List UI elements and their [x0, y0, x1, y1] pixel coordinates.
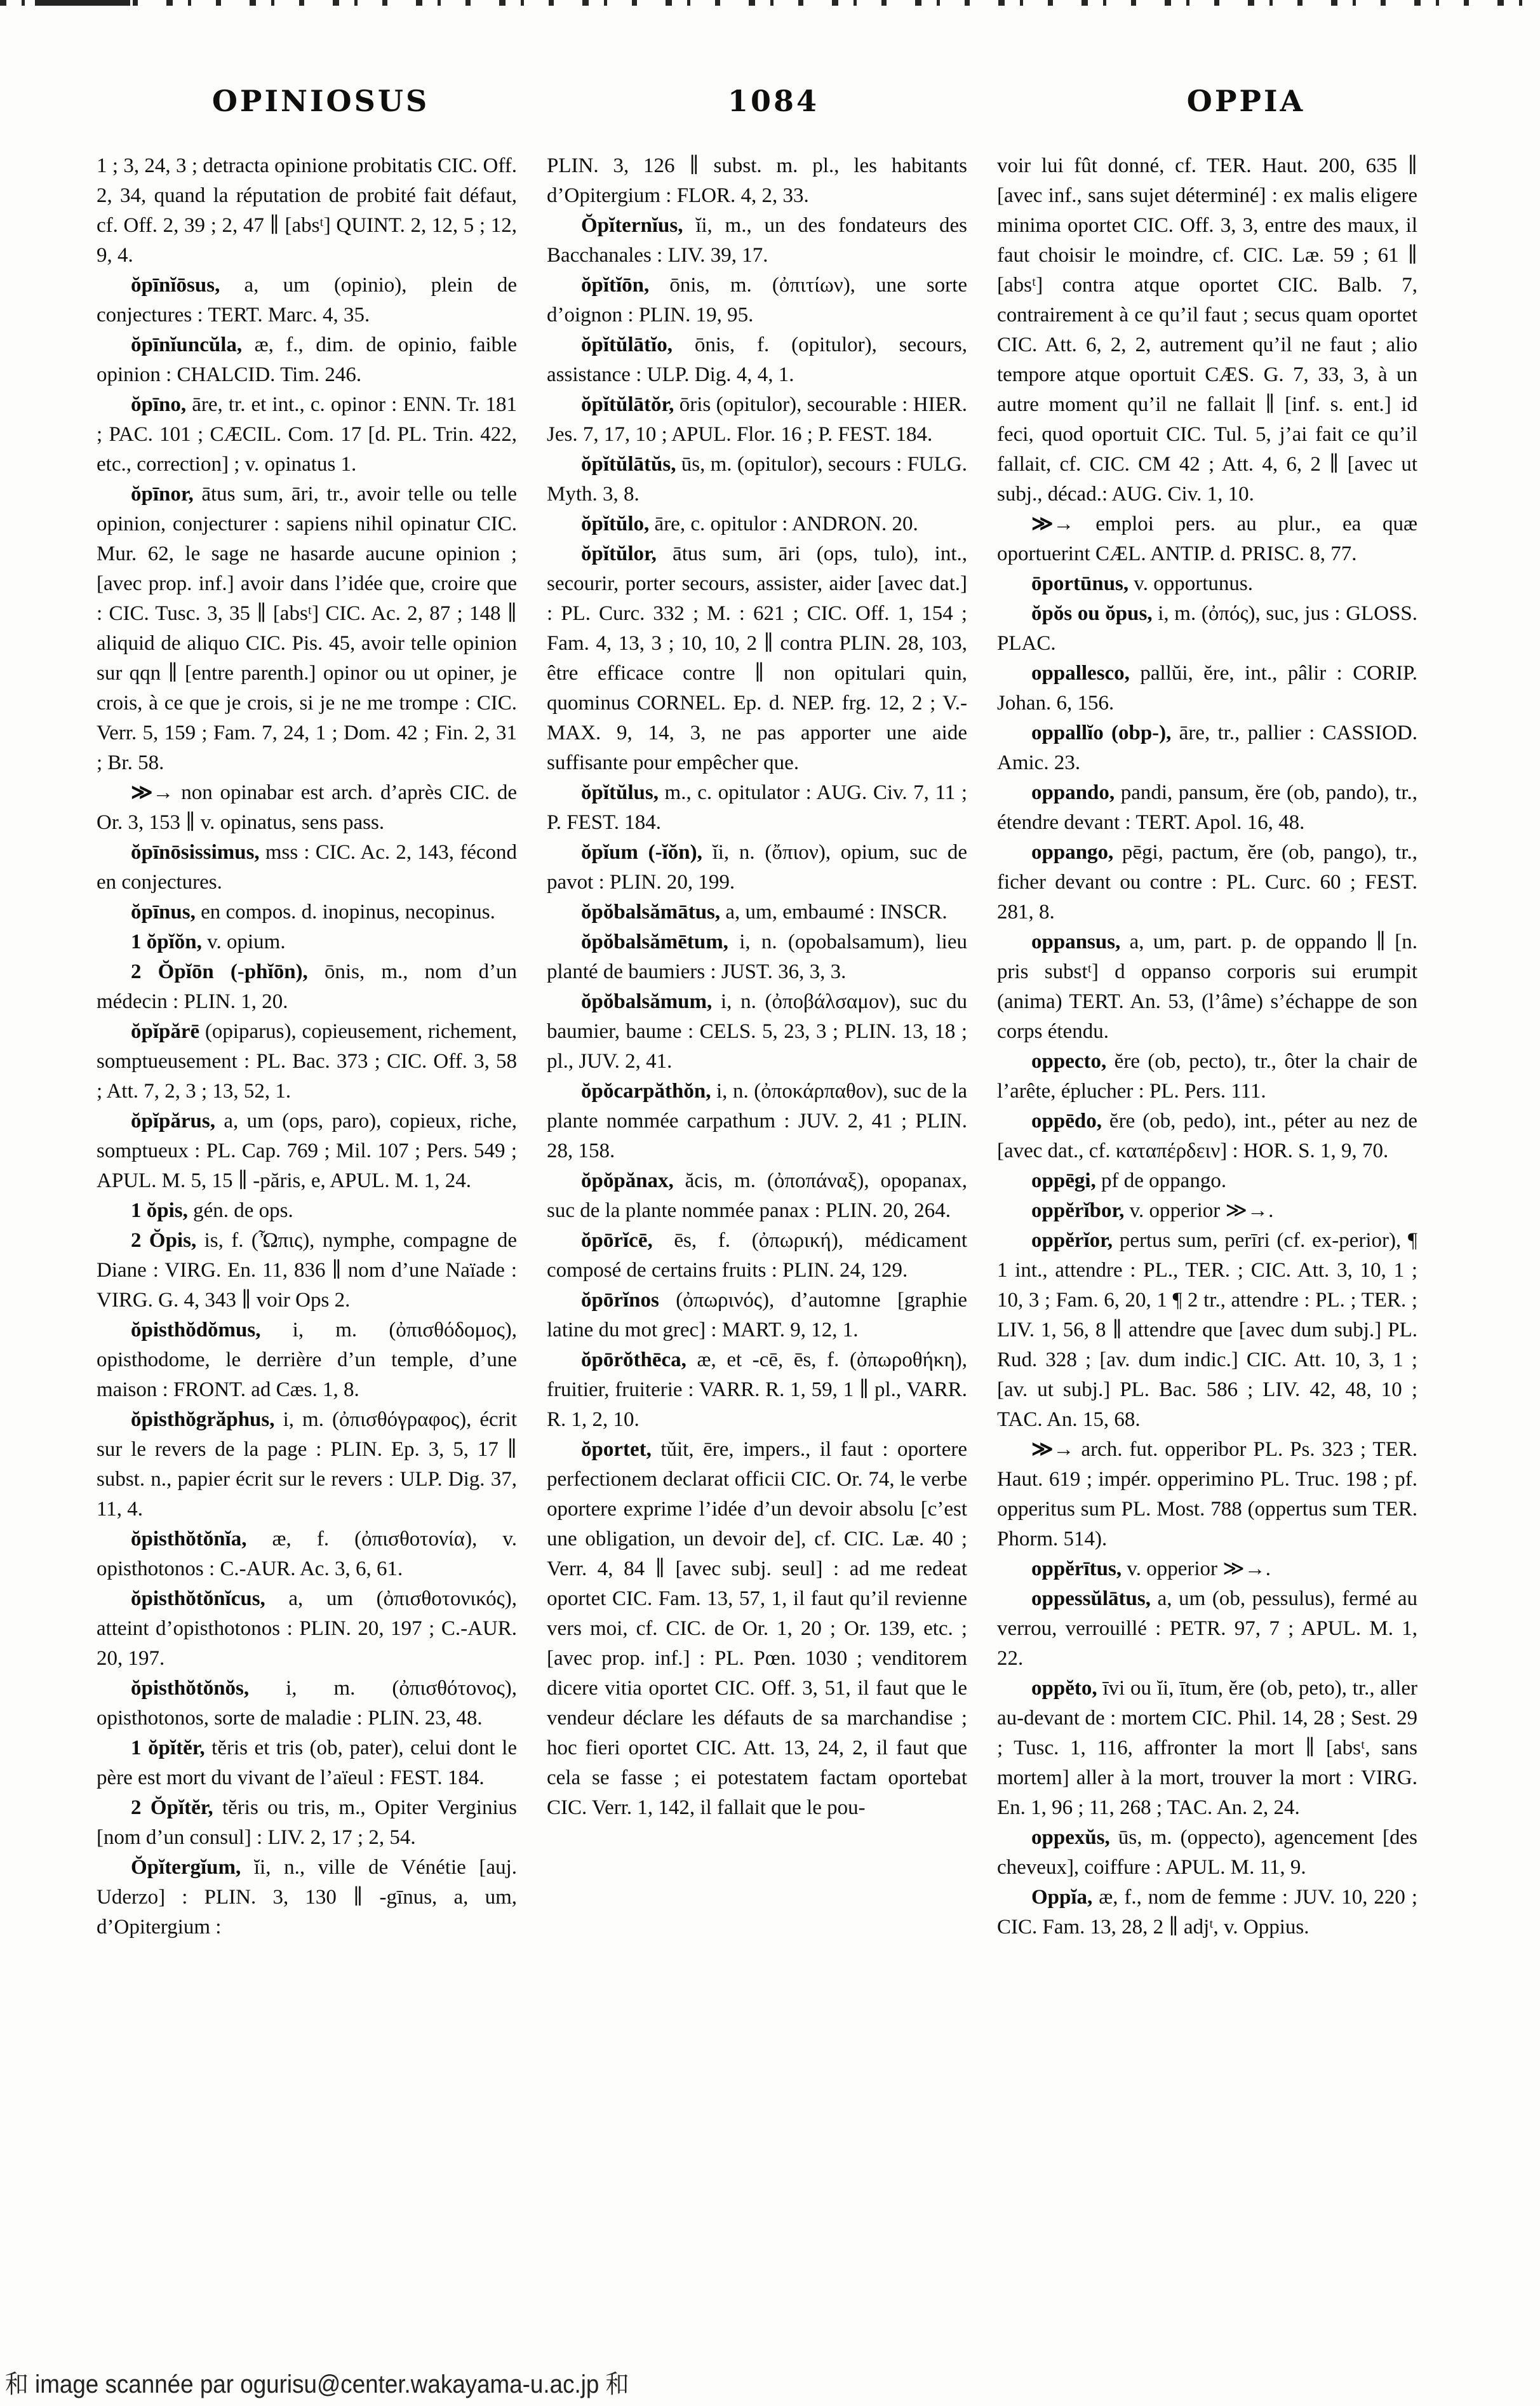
text-column-2 [547, 151, 967, 2368]
entry-paragraph [547, 838, 967, 897]
entry-text: tĕris ou tris, m., Opiter Verginius [nom d’un consul] : LIV. 2, 17 ; 2, 54. [97, 1796, 517, 1849]
entry-text: i, n. (ὀποβάλσαμον), suc du baumier, baume : CELS. 5, 23, 3 ; PLIN. 13, 18 ; pl., JUV. 2, 41. [547, 990, 967, 1073]
entry-text: (opiparus), copieusement, richement, somptueusement : PL. Bac. 373 ; CIC. Off. 3, 58 ; Att. 7, 2, 3 ; 13, 52, 1. [97, 1020, 517, 1103]
entry-text: v. opperior ≫→. [1122, 1557, 1271, 1580]
headword: ŏpisthŏtŏnĭa, [131, 1528, 247, 1550]
entry-paragraph [97, 1196, 517, 1226]
entry-text: ūs, m. (opitulor), secours : FULG. Myth. 3, 8. [547, 453, 967, 506]
headword: 2 Ŏpĭtĕr, [131, 1796, 213, 1819]
entry-paragraph [547, 450, 967, 509]
headword: ŏpĭtĭōn, [581, 274, 650, 297]
entry-paragraph [997, 1196, 1417, 1226]
entry-paragraph [547, 539, 967, 778]
headword: oppĕrītus, [1031, 1557, 1122, 1580]
headword: ŏpīnĭuncŭla, [131, 333, 243, 356]
entry-paragraph [97, 927, 517, 957]
headword: ŏpĭtŭlus, [581, 781, 659, 804]
entry-text: āre, tr. et int., c. opinor : ENN. Tr. 181 ; PAC. 101 ; CÆCIL. Com. 17 [d. PL. Trin. 422, etc., correction] ; v. opinatus 1. [97, 393, 517, 476]
entry-paragraph [97, 1853, 517, 1942]
entry-text: i, m. (ὀπισθόγραφος), écrit sur le revers de la page : PLIN. Ep. 3, 5, 17 ∥ subst. n., papier écrit sur le revers : ULP. Dig. 37, 11, 4. [97, 1408, 517, 1521]
entry-paragraph [547, 1286, 967, 1345]
entry-text: ĭi, n., ville de Vénétie [auj. Uderzo] : PLIN. 3, 130 ∥ -gīnus, a, um, d’Opitergium : [97, 1856, 517, 1939]
running-head-left: OPINIOSUS [211, 84, 430, 118]
entry-text: pertus sum, perīri (cf. ex-perior), ¶ 1 int., attendre : PL., TER. ; CIC. Att. 3, 10, 1 ; 10, 3 ; Fam. 6, 20, 1 ¶ 2 tr., attendre : PL. ; TER. ; LIV. 1, 56, 8 ∥ attendre que [avec dum subj.] PL. Rud. 328 ; [av. dum indic.] CIC. Att. 10, 3, 1 ; [av. ut subj.] PL. Bac. 586 ; LIV. 42, 48, 10 ; TAC. An. 15, 68. [997, 1229, 1417, 1431]
entry-text: PLIN. 3, 126 ∥ subst. m. pl., les habitants d’Opitergium : FLOR. 4, 2, 33. [547, 154, 967, 207]
entry-paragraph [547, 271, 967, 330]
entry-text: gén. de ops. [187, 1199, 293, 1222]
entry-paragraph [97, 1106, 517, 1196]
entry-paragraph [97, 480, 517, 778]
entry-paragraph [997, 1674, 1417, 1823]
scan-artifact-top-edge [0, 0, 1540, 6]
headword: ŏpŏbalsămātus, [581, 901, 721, 924]
entry-paragraph [97, 390, 517, 480]
entry-paragraph [547, 897, 967, 927]
headword: ≫→ [1031, 513, 1075, 535]
headword: ŏpŏbalsămētum, [581, 931, 728, 953]
entry-text: pf de oppango. [1095, 1169, 1227, 1192]
entry-paragraph [997, 838, 1417, 927]
headword: ŏpīnus, [131, 901, 196, 924]
entry-text: æ, f., nom de femme : JUV. 10, 220 ; CIC. Fam. 13, 28, 2 ∥ adjᵗ, v. Oppius. [997, 1886, 1417, 1939]
headword: ≫→ [131, 781, 174, 804]
entry-paragraph [997, 1047, 1417, 1106]
entry-paragraph [547, 1435, 967, 1823]
headword: 1 ŏpis, [131, 1199, 188, 1222]
entry-paragraph [997, 659, 1417, 718]
entry-text: ĕre (ob, pedo), int., péter au nez de [avec dat., cf. καταπέρδειν] : HOR. S. 1, 9, 70. [997, 1110, 1417, 1162]
entry-paragraph [547, 927, 967, 987]
entry-text: emploi pers. au plur., ea quæ oportuerint CÆL. ANTIP. d. PRISC. 8, 77. [997, 513, 1417, 565]
entry-text: v. opperior ≫→. [1124, 1199, 1274, 1222]
entry-paragraph [547, 1166, 967, 1226]
entry-paragraph [997, 718, 1417, 778]
text-column-3 [997, 151, 1417, 2368]
entry-paragraph [97, 1405, 517, 1524]
entry-text: i, m. (ὀπισθότονος), opisthotonos, sorte de maladie : PLIN. 23, 48. [97, 1677, 517, 1730]
headword: ŏpisthŏtŏnĭcus, [131, 1587, 265, 1610]
entry-paragraph [97, 1733, 517, 1793]
entry-text: ăcis, m. (ὀποπάναξ), opopanax, suc de la plante nommée panax : PLIN. 20, 264. [547, 1169, 967, 1222]
headword: ŏpŏs ou ŏpus, [1031, 602, 1153, 625]
headword: Oppĭa, [1031, 1886, 1093, 1909]
entry-text: ātus sum, āri, tr., avoir telle ou telle opinion, conjecturer : sapiens nihil opinatur CIC. Mur. 62, le sage ne hasarde aucune opinion ; [avec prop. inf.] avoir dans l’idée que, croire que : CIC. Tusc. 3, 35 ∥ [absᵗ] CIC. Ac. 2, 87 ; 148 ∥ aliquid de aliquo CIC. Pis. 45, avoir telle opinion sur qqn ∥ [entre parenth.] opinor ou ut opiner, je crois, à ce que je crois, si je ne me trompe : CIC. Verr. 5, 159 ; Fam. 7, 24, 1 ; Dom. 42 ; Fin. 2, 31 ; Br. 58. [97, 483, 517, 774]
entry-paragraph [97, 778, 517, 838]
headword: Ŏpĭternĭus, [581, 214, 683, 237]
entry-text: a, um, embaumé : INSCR. [720, 901, 947, 924]
entry-paragraph [547, 509, 967, 539]
entry-paragraph [97, 957, 517, 1017]
page-number: 1084 [727, 84, 820, 118]
entry-paragraph [547, 987, 967, 1077]
headword: oppallesco, [1031, 662, 1130, 685]
entry-text: āre, c. opitulor : ANDRON. 20. [649, 513, 918, 535]
headword: 1 ŏpĭŏn, [131, 931, 202, 953]
entry-paragraph [97, 1226, 517, 1315]
entry-paragraph [97, 1315, 517, 1405]
entry-text: a, um, part. p. de oppando ∥ [n. pris substᵗ] d oppanso corporis sui erumpit (anima) TERT. An. 53, (l’âme) s’échappe de son corps étendu. [997, 931, 1417, 1043]
entry-text: a, um (ob, pessulus), fermé au verrou, verrouillé : PETR. 97, 7 ; APUL. M. 1, 22. [997, 1587, 1417, 1670]
entry-paragraph [547, 211, 967, 271]
entry-text: (ὀπωρινός), d’automne [graphie latine du mot grec] : MART. 9, 12, 1. [547, 1289, 967, 1341]
entry-paragraph [547, 151, 967, 211]
entry-text: i, m. (ὀπισθόδομος), opisthodome, le derrière d’un temple, d’une maison : FRONT. ad Cæs. 1, 8. [97, 1319, 517, 1401]
entry-text: pēgi, pactum, ĕre (ob, pango), tr., ficher devant ou contre : PL. Curc. 60 ; FEST. 281, 8. [997, 841, 1417, 924]
entry-text: æ, f. (ὀπισθοτονία), v. opisthotonos : C.-AUR. Ac. 3, 6, 61. [97, 1528, 517, 1580]
entry-text: m., c. opitulator : AUG. Civ. 7, 11 ; P. FEST. 184. [547, 781, 967, 834]
entry-paragraph [997, 509, 1417, 569]
entry-text: tŭit, ēre, impers., il faut : oportere perfectionem declarat officii CIC. Or. 74, le verbe oportere exprime l’idée d’un devoir absolu [c’est une obligation, un devoir de], cf. CIC. Læ. 40 ; Verr. 4, 84 ∥ [avec subj. seul] : ad me redeat oportet CIC. Fam. 13, 57, 1, il faut qu’il revienne vers moi, cf. CIC. de Or. 1, 20 ; Or. 139, etc. ; [avec prop. inf.] : PL. Pœn. 1030 ; venditorem dicere vitia oportet CIC. Off. 3, 51, il faut que le vendeur déclare les défauts de sa marchandise ; hoc fieri oportet CIC. Att. 13, 24, 2, il faut que cela se fasse ; ei potestatem factam oportebat CIC. Verr. 1, 142, il fallait que le pou- [547, 1438, 967, 1819]
entry-paragraph [97, 1584, 517, 1674]
entry-paragraph [997, 927, 1417, 1047]
entry-text: voir lui fût donné, cf. TER. Haut. 200, 635 ∥ [avec inf., sans sujet déterminé] : ex malis eligere minima oportet CIC. Off. 3, 3, entre des maux, il faut choisir le moindre, cf. CIC. Læ. 59 ; 61 ∥ [absᵗ] contra atque oportet CIC. Balb. 7, contrairement à ce qu’il faut ; secus quam oportet CIC. Att. 6, 2, 2, autrement qu’il ne faut ; alio tempore atque oportuit CÆS. G. 7, 33, 3, à un autre moment qu’il ne fallait ∥ [inf. s. ent.] id feci, quod oportuit CIC. Tul. 5, j’ai fait ce qu’il fallait, cf. CIC. CM 42 ; Att. 4, 6, 2 ∥ [avec ut subj., décad.: AUG. Civ. 1, 10. [997, 154, 1417, 506]
entry-paragraph [547, 390, 967, 450]
headword: ŏpĭtŭlo, [581, 513, 650, 535]
headword: ŏpŏcarpăthŏn, [581, 1080, 711, 1103]
entry-text: v. opium. [201, 931, 286, 953]
headword: ŏpĭtŭlātĭo, [581, 333, 673, 356]
headword: ŏpĭtŭlātŏr, [581, 393, 674, 416]
headword: ŏpisthŏgrăphus, [131, 1408, 275, 1431]
entry-paragraph [997, 569, 1417, 599]
entry-text: ōris (opitulor), secourable : HIER. Jes. 7, 17, 10 ; APUL. Flor. 16 ; P. FEST. 184. [547, 393, 967, 446]
entry-paragraph [997, 1106, 1417, 1166]
entry-paragraph [97, 1524, 517, 1584]
entry-text: a, um (opinio), plein de conjectures : TERT. Marc. 4, 35. [97, 274, 517, 326]
entry-paragraph [547, 778, 967, 838]
entry-paragraph [997, 151, 1417, 509]
entry-paragraph [97, 271, 517, 330]
entry-text: æ, et -cē, ēs, f. (ὀπωροθήκη), fruitier, fruiterie : VARR. R. 1, 59, 1 ∥ pl., VARR. R. 1, 2, 10. [547, 1348, 967, 1431]
entry-text: pallŭi, ĕre, int., pâlir : CORIP. Johan. 6, 156. [997, 662, 1417, 715]
entry-paragraph [97, 1674, 517, 1733]
entry-text: ĭi, n. (ὄπιον), opium, suc de pavot : PLIN. 20, 199. [547, 841, 967, 894]
headword: ≫→ [1031, 1438, 1075, 1461]
entry-paragraph [97, 1793, 517, 1853]
entry-paragraph [997, 1883, 1417, 1942]
entry-paragraph [97, 1017, 517, 1106]
entry-text: i, n. (ὀποκάρπαθον), suc de la plante nommée carpathum : JUV. 2, 41 ; PLIN. 28, 158. [547, 1080, 967, 1162]
headword: oppĕrĭbor, [1031, 1199, 1125, 1222]
entry-text: ōnis, m., nom d’un médecin : PLIN. 1, 20. [97, 960, 517, 1013]
headword: oppĕrĭor, [1031, 1229, 1113, 1252]
entry-text: ēs, f. (ὀπωρική), médicament composé de certains fruits : PLIN. 24, 129. [547, 1229, 967, 1282]
entry-paragraph [997, 1823, 1417, 1883]
headword: oppexŭs, [1031, 1826, 1110, 1849]
entry-text: is, f. (Ὦπις), nymphe, compagne de Diane : VIRG. En. 11, 836 ∥ nom d’une Naïade : VIRG. G. 4, 343 ∥ voir Ops 2. [97, 1229, 517, 1312]
entry-paragraph [547, 330, 967, 390]
entry-paragraph [997, 778, 1417, 838]
entry-text: ātus sum, āri (ops, tulo), int., secourir, porter secours, assister, aider [avec dat.] : PL. Curc. 332 ; M. : 621 ; CIC. Off. 1, 154 ; Fam. 4, 13, 3 ; 10, 10, 2 ∥ contra PLIN. 28, 103, être efficace contre ∥ non opitulari quin, quominus CORNEL. Ep. d. NEP. frg. 12, 2 ; V.-MAX. 9, 14, 3, ne pas apporter une aide suffisante pour empêcher que. [547, 542, 967, 774]
entry-text: en compos. d. inopinus, necopinus. [195, 901, 495, 924]
entry-paragraph [97, 897, 517, 927]
headword: oppessŭlātus, [1031, 1587, 1151, 1610]
headword: 2 Ŏpĭōn (-phĭōn), [131, 960, 308, 983]
headword: ŏpŏbalsămum, [581, 990, 713, 1013]
entry-text: arch. fut. opperibor PL. Ps. 323 ; TER. Haut. 619 ; impér. opperimino PL. Truc. 198 ; pf. opperitus sum PL. Most. 788 (oppertus sum TER. Phorm. 514). [997, 1438, 1417, 1550]
entry-text: non opinabar est arch. d’après CIC. de Or. 3, 153 ∥ v. opinatus, sens pass. [97, 781, 517, 834]
headword: ŏpōrĭcē, [581, 1229, 653, 1252]
entry-text: ōnis, f. (opitulor), secours, assistance : ULP. Dig. 4, 4, 1. [547, 333, 967, 386]
entry-text: pandi, pansum, ĕre (ob, pando), tr., étendre devant : TERT. Apol. 16, 48. [997, 781, 1417, 834]
entry-paragraph [547, 1345, 967, 1435]
entry-paragraph [997, 1226, 1417, 1435]
headword: ŏpīnōsissimus, [131, 841, 260, 864]
headword: ŏportet, [581, 1438, 652, 1461]
headword: oppallĭo (obp-), [1031, 722, 1172, 744]
headword: ŏpōrĭnos [581, 1289, 659, 1312]
scan-credit-line: 和 image scannée par ogurisu@center.wakayama-u.ac.jp 和 [5, 2370, 629, 2398]
entry-paragraph [997, 1166, 1417, 1196]
headword: oppansus, [1031, 931, 1121, 953]
headword: 2 Ŏpis, [131, 1229, 197, 1252]
headword: oppango, [1031, 841, 1114, 864]
entry-paragraph [997, 599, 1417, 659]
headword: ŏpīnĭōsus, [131, 274, 220, 297]
entry-text: īvi ou ĭi, ītum, ĕre (ob, peto), tr., aller au-devant de : mortem CIC. Phil. 14, 28 ; Sest. 29 ; Tusc. 1, 116, affronter la mort ∥ [absᵗ, sans mortem] aller à la mort, trouver la mort : VIRG. En. 1, 96 ; 11, 268 ; TAC. An. 2, 24. [997, 1677, 1417, 1819]
headword: oppecto, [1031, 1050, 1107, 1073]
headword: ōportūnus, [1031, 572, 1129, 595]
entry-paragraph [97, 330, 517, 390]
entry-text: 1 ; 3, 24, 3 ; detracta opinione probitatis CIC. Off. 2, 34, quand la réputation de probité fait défaut, cf. Off. 2, 39 ; 2, 47 ∥ [absᵗ] QUINT. 2, 12, 5 ; 12, 9, 4. [97, 154, 517, 267]
headword: ŏpĭpărus, [131, 1110, 215, 1132]
entry-text: ōnis, m. (ὀπιτίων), une sorte d’oignon : PLIN. 19, 95. [547, 274, 967, 326]
headword: oppando, [1031, 781, 1115, 804]
headword: ŏpōrŏthēca, [581, 1348, 686, 1371]
entry-paragraph [547, 1077, 967, 1166]
entry-text: v. opportunus. [1128, 572, 1253, 595]
headword: ŏpĭtŭlātŭs, [581, 453, 676, 476]
headword: Ŏpĭtergĭum, [131, 1856, 241, 1879]
entry-text: āre, tr., pallier : CASSIOD. Amic. 23. [997, 722, 1417, 774]
entry-text: a, um (ὀπισθοτονικός), atteint d’opisthotonos : PLIN. 20, 197 ; C.-AUR. 20, 197. [97, 1587, 517, 1670]
headword: ŏpīno, [131, 393, 187, 416]
entry-text: i, n. (opobalsamum), lieu planté de baumiers : JUST. 36, 3, 3. [547, 931, 967, 983]
headword: ŏpisthŏtŏnŏs, [131, 1677, 250, 1700]
entry-text: a, um (ops, paro), copieux, riche, somptueux : PL. Cap. 769 ; Mil. 107 ; Pers. 549 ; APUL. M. 5, 15 ∥ -păris, e, APUL. M. 1, 24. [97, 1110, 517, 1192]
headword: ŏpĭpărē [131, 1020, 200, 1043]
entry-text: æ, f., dim. de opinio, faible opinion : CHALCID. Tim. 246. [97, 333, 517, 386]
entry-paragraph [97, 151, 517, 271]
entry-text: mss : CIC. Ac. 2, 143, fécond en conjectures. [97, 841, 517, 894]
running-head-right: OPPIA [1186, 84, 1306, 118]
headword: ŏpisthŏdŏmus, [131, 1319, 261, 1341]
entry-paragraph [997, 1584, 1417, 1674]
headword: ŏpŏpănax, [581, 1169, 674, 1192]
headword: ŏpĭtŭlor, [581, 542, 657, 565]
headword: oppēdo, [1031, 1110, 1102, 1132]
headword: ŏpīnor, [131, 483, 194, 506]
entry-paragraph [997, 1435, 1417, 1554]
entry-text: ĭi, m., un des fondateurs des Bacchanales : LIV. 39, 17. [547, 214, 967, 267]
entry-text: tĕris et tris (ob, pater), celui dont le père est mort du vivant de l’aïeul : FEST. 184. [97, 1737, 517, 1789]
headword: 1 ŏpĭtĕr, [131, 1737, 205, 1759]
entry-text: i, m. (ὀπός), suc, jus : GLOSS. PLAC. [997, 602, 1417, 655]
entry-paragraph [997, 1554, 1417, 1584]
headword: oppēgi, [1031, 1169, 1096, 1192]
entry-paragraph [547, 1226, 967, 1286]
headword: oppĕto, [1031, 1677, 1097, 1700]
headword: ŏpĭum (-ĭŏn), [581, 841, 702, 864]
entry-paragraph [97, 838, 517, 897]
entry-text: ūs, m. (oppecto), agencement [des cheveux], coiffure : APUL. M. 11, 9. [997, 1826, 1417, 1879]
entry-text: ĕre (ob, pecto), tr., ôter la chair de l’arête, éplucher : PL. Pers. 111. [997, 1050, 1417, 1103]
text-column-1 [97, 151, 517, 2368]
